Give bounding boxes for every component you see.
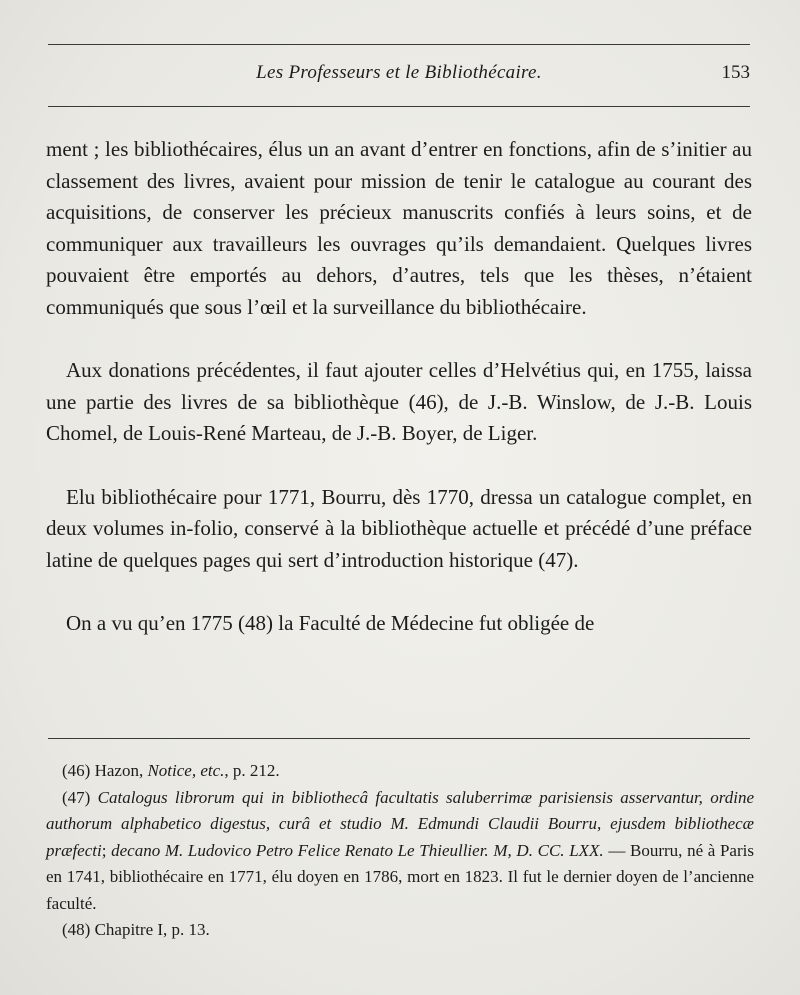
footnote-text: — Bourru, né à Paris en 1741, bibliothécaire en 1771, élu doyen en 1786, mort en 1823. Il fut le dernier doyen de l’ancienne faculté. (46, 840, 754, 913)
footnote-text: Chapitre I, p. 13. (94, 920, 210, 939)
header-rule (48, 106, 750, 107)
footnote-ref: (47) (62, 787, 91, 807)
footnotes (46, 758, 754, 944)
footnote-ref: (46) (62, 761, 91, 780)
running-head (48, 62, 750, 90)
footnote-text: Hazon, (94, 761, 148, 780)
paragraph: Aux donations précédentes, il faut ajouter celles d’Helvétius qui, en 1755, laissa une partie des livres de sa bibliothèque (46), de J.-B. Winslow, de J.-B. Louis Chomel, de Louis-René Marteau, de J.-B. Boyer, de Liger. (46, 358, 752, 446)
footnote-italic: decano M. Ludovico Petro Felice Renato Le Thieullier. M, D. CC. LXX. (111, 840, 604, 860)
paragraph: Elu bibliothécaire pour 1771, Bourru, dès 1770, dressa un catalogue complet, en deux volumes in-folio, conservé à la bibliothèque actuelle et précédé d’une préface latine de quelques pages qui sert d’introduction historique (47). (46, 484, 752, 572)
footnote-separator (48, 738, 750, 739)
top-rule (48, 44, 750, 45)
page-number: 153 (721, 62, 750, 83)
footnote-47 (46, 785, 754, 918)
main-text (46, 134, 752, 640)
footnote-ref: (48) (62, 920, 91, 939)
footnote-48 (46, 917, 754, 944)
paragraph: On a vu qu’en 1775 (48) la Faculté de Médecine fut obligée de (66, 610, 595, 635)
paragraph: ment ; les bibliothécaires, élus un an avant d’entrer en fonctions, afin de s’initier au classement des livres, avaient pour mission de tenir le catalogue au courant des acquisitions, de conserver les précieux manuscrits confiés à leurs soins, et de communiquer aux travailleurs les ouvrages qu’ils demandaient. Quelques livres pouvaient être emportés au dehors, d’autres, tels que les thèses, n’étaient communiqués que sous l’œil et la surveillance du bibliothécaire. (46, 137, 752, 319)
footnote-text: ; (101, 840, 112, 860)
footnote-italic: Notice, etc. (147, 761, 225, 780)
footnote-46 (46, 758, 754, 785)
footnote-text: , p. 212. (224, 761, 280, 780)
footnote-italic: Catalogus librorum qui in bibliothecâ facultatis saluberrimæ parisiensis asservantur, ordine authorum alphabetico digestus, curâ et studio M. Edmundi Claudii Bourru, ejusdem bibliothecæ præfecti (46, 787, 754, 860)
running-title: Les Professeurs et le Bibliothécaire. (256, 62, 542, 83)
